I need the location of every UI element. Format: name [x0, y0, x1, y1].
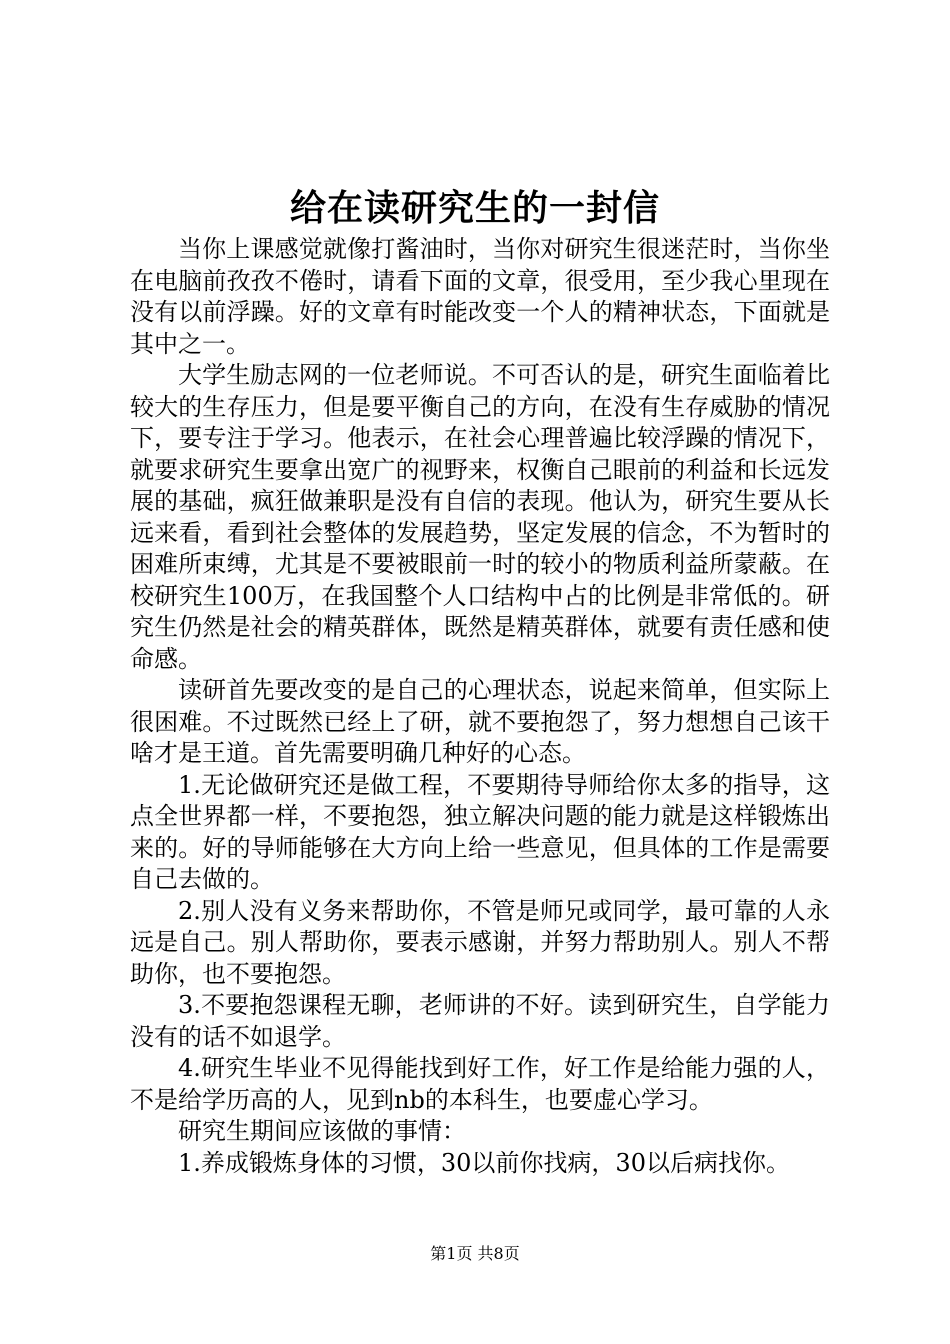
paragraph-5: 2.别人没有义务来帮助你，不管是师兄或同学，最可靠的人永远是自己。别人帮助你，要表示感谢，并努力帮助别人。别人不帮助你，也不要抱怨。 [130, 896, 830, 988]
document-title: 给在读研究生的一封信 [289, 187, 660, 229]
paragraph-2: 大学生励志网的一位老师说。不可否认的是，研究生面临着比较大的生存压力，但是要平衡自己的方向，在没有生存威胁的情况下，要专注于学习。他表示，在社会心理普遍比较浮躁的情况下，就要求研究生要拿出宽广的视野来，权衡自己眼前的利益和长远发展的基础，疯狂做兼职是没有自信的表现。他认为，研究生要从长远来看，看到社会整体的发展趋势，坚定发展的信念，不为暂时的困难所束缚，尤其是不要被眼前一时的较小的物质利益所蒙蔽。在校研究生100万，在我国整个人口结构中占的比例是非常低的。研究生仍然是社会的精英群体，既然是精英群体，就要有责任感和使命感。 [130, 361, 830, 673]
paragraph-9: 1.养成锻炼身体的习惯，30以前你找病，30以后病找你。 [178, 1148, 790, 1177]
paragraph-3: 读研首先要改变的是自己的心理状态，说起来简单，但实际上很困难。不过既然已经上了研，就不要抱怨了，努力想想自己该干啥才是王道。首先需要明确几种好的心态。 [130, 676, 830, 767]
paragraph-7: 4.研究生毕业不见得能找到好工作，好工作是给能力强的人，不是给学历高的人，见到nb的本科生，也要虚心学习。 [130, 1054, 830, 1114]
paragraph-8: 研究生期间应该做的事情： [178, 1117, 466, 1145]
paragraph-6: 3.不要抱怨课程无聊，老师讲的不好。读到研究生，自学能力没有的话不如退学。 [130, 991, 830, 1051]
document-body [130, 234, 830, 1179]
page-number-footer: 第1页 共8页 [430, 1244, 520, 1263]
paragraph-4: 1.无论做研究还是做工程，不要期待导师给你太多的指导，这点全世界都一样，不要抱怨，独立解决问题的能力就是这样锻炼出来的。好的导师能够在大方向上给一些意见，但具体的工作是需要自己去做的。 [130, 770, 830, 893]
paragraph-1: 当你上课感觉就像打酱油时，当你对研究生很迷茫时，当你坐在电脑前孜孜不倦时，请看下面的文章，很受用，至少我心里现在没有以前浮躁。好的文章有时能改变一个人的精神状态，下面就是其中之一。 [130, 235, 830, 358]
